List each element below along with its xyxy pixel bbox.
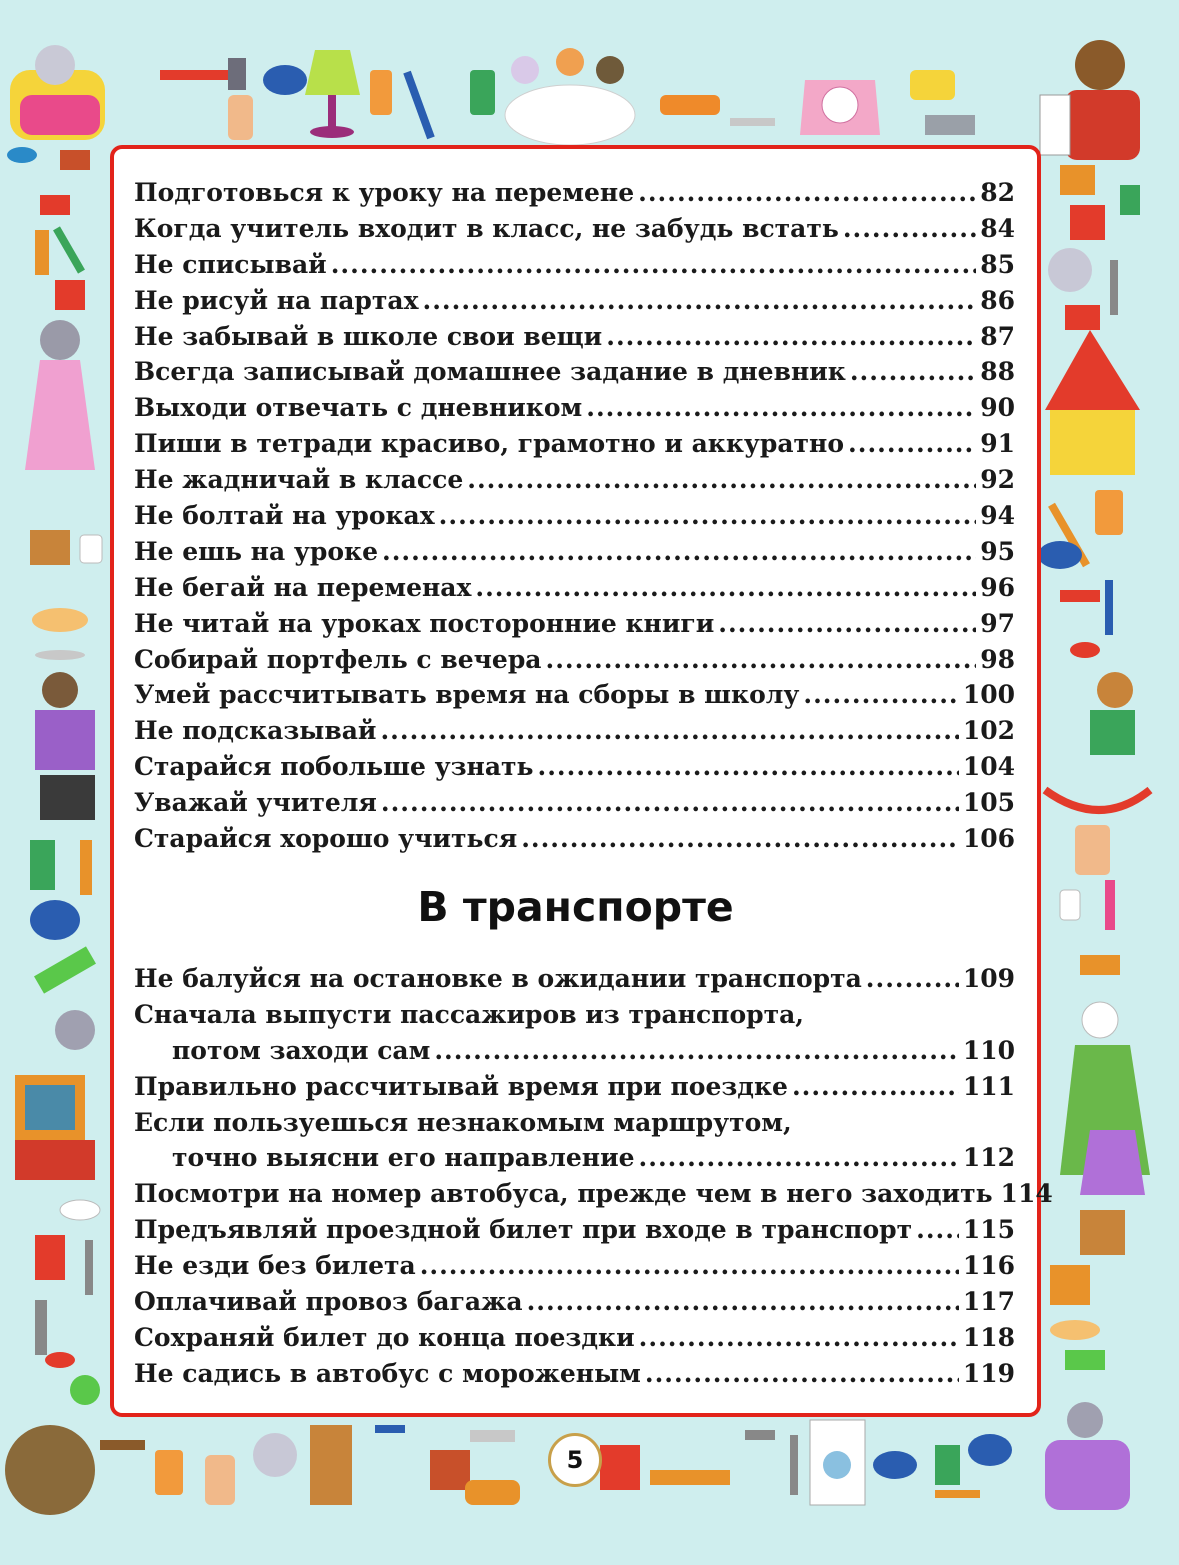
toc-entry-page: 82 [980, 178, 1015, 207]
toc-entry-page: 94 [980, 501, 1015, 531]
toc-entry-title: Не садись в автобус с мороженым [134, 1358, 641, 1388]
toc-entry [134, 1284, 1015, 1320]
toc-entry-title: Всегда записывай домашнее задание в дневник [134, 357, 846, 387]
toc-list-school [134, 175, 1015, 857]
toc-entry-page: 117 [962, 1287, 1015, 1317]
goose-lady-illustration [1060, 1002, 1150, 1195]
toc-dot-leader [848, 426, 976, 462]
turtle-illustration [5, 1375, 100, 1515]
hammer-illustration [160, 70, 235, 80]
toc-entry-title: Сначала выпусти пассажиров из транспорта, [134, 999, 805, 1029]
toc-entry-page: 114 [1000, 1179, 1053, 1209]
toc-entry-title: Старайся хорошо учиться [134, 824, 518, 854]
toc-entry-title: Не жадничай в классе [134, 465, 464, 495]
toc-entry-title: Не ешь на уроке [134, 536, 378, 566]
cat-armchair-illustration [1045, 1402, 1130, 1510]
toc-entry-page: 115 [962, 1215, 1015, 1245]
toc-entry-title: Старайся побольше узнать [134, 752, 534, 782]
toc-entry-page: 116 [962, 1251, 1015, 1281]
boot-illustration [228, 95, 253, 140]
toc-dot-leader [538, 749, 959, 785]
toc-entry-page: 84 [980, 213, 1015, 243]
toc-entry [134, 821, 1015, 857]
toc-dot-leader [639, 1320, 959, 1356]
bed-mouse-illustration [10, 45, 105, 140]
toc-entry-title: Оплачивай провоз багажа [134, 1287, 523, 1317]
toc-entry-title: Предъявляй проездной билет при входе в транспорт [134, 1215, 913, 1245]
toc-entry-title: Когда учитель входит в класс, не забудь встать [134, 213, 839, 243]
toc-dot-leader [718, 606, 976, 642]
toc-entry-title: Не забывай в школе свои вещи [134, 321, 603, 351]
toc-dot-leader [638, 175, 976, 211]
toc-entry-page: 96 [980, 572, 1015, 602]
toc-entry-page: 109 [962, 964, 1015, 993]
toc-entry-title: Собирай портфель с вечера [134, 644, 542, 674]
toc-dot-leader [381, 785, 959, 821]
toc-entry-title: Не списывай [134, 249, 327, 279]
toc-dot-leader [380, 713, 958, 749]
toc-dot-leader [521, 821, 959, 857]
cat-tv-illustration [15, 1010, 95, 1180]
toc-dot-leader [843, 211, 976, 247]
toc-list-transport [134, 961, 1053, 1392]
toc-entry-title: Уважай учителя [134, 788, 377, 818]
toc-entry [134, 1140, 1015, 1176]
toc-entry-title: потом заходи сам [172, 1035, 431, 1065]
toc-entry-title: точно выясни его направление [172, 1143, 635, 1173]
toc-entry [134, 785, 1015, 821]
toc-entry [134, 677, 1015, 713]
toc-entry-page: 91 [980, 429, 1015, 459]
toc-entry-page: 98 [980, 644, 1015, 674]
section-title: В транспорте [417, 883, 734, 931]
doll-house-illustration [1045, 330, 1140, 475]
toc-entry-page: 85 [980, 249, 1015, 279]
toc-entry-page: 106 [962, 824, 1015, 854]
toc-entry [134, 1069, 1015, 1105]
toc-entry-title: Не бегай на переменах [134, 572, 472, 602]
teacup-illustration [263, 65, 307, 95]
toc-entry [134, 1176, 1053, 1212]
toc-entry-page: 92 [980, 465, 1015, 495]
toc-dot-leader [792, 1069, 959, 1105]
toc-entry [134, 1105, 1015, 1141]
page-number: 5 [548, 1433, 602, 1487]
toc-entry [134, 570, 1015, 606]
toc-entry-title: Сохраняй билет до конца поездки [134, 1322, 635, 1352]
toc-entry [134, 1356, 1015, 1392]
toc-entry [134, 354, 1015, 390]
toc-dot-leader [916, 1212, 959, 1248]
tea-party-illustration [505, 85, 635, 145]
toc-entry [134, 211, 1015, 247]
toc-entry [134, 606, 1015, 642]
toc-dot-leader [866, 961, 959, 997]
toc-entry-page: 97 [980, 608, 1015, 638]
toc-entry [134, 749, 1015, 785]
toc-entry [134, 642, 1015, 678]
toc-entry [134, 498, 1015, 534]
toc-entry [134, 462, 1015, 498]
toc-entry-page: 112 [962, 1143, 1015, 1173]
toc-entry [134, 247, 1015, 283]
toc-dot-leader [439, 498, 977, 534]
toc-entry [134, 534, 1015, 570]
toc-dot-leader [467, 462, 976, 498]
toc-dot-leader [850, 354, 976, 390]
toc-entry-title: Выходи отвечать с дневником [134, 393, 583, 423]
toc-dot-leader [475, 570, 976, 606]
toc-entry-title: Умей рассчитывать время на сборы в школу [134, 680, 800, 710]
toc-entry-title: Если пользуешься незнакомым маршрутом, [134, 1107, 792, 1137]
toc-dot-leader [331, 247, 977, 283]
toc-entry [134, 426, 1015, 462]
toc-entry-page: 110 [962, 1035, 1015, 1065]
toc-entry-page: 86 [980, 285, 1015, 315]
toc-dot-leader [423, 283, 977, 319]
toc-entry-page: 105 [962, 788, 1015, 818]
toc-dot-leader [586, 390, 976, 426]
toc-dot-leader [527, 1284, 959, 1320]
toc-entry-title: Подготовься к уроку на перемене [134, 178, 635, 207]
toc-entry [134, 713, 1015, 749]
toc-entry [134, 1248, 1015, 1284]
toc-entry-page: 100 [962, 680, 1015, 710]
toc-dot-leader [639, 1140, 959, 1176]
toc-dot-leader [420, 1248, 959, 1284]
toc-entry-title: Посмотри на номер автобуса, прежде чем в него заходить [134, 1179, 993, 1209]
toc-entry-title: Не рисуй на партах [134, 285, 419, 315]
toc-entry [134, 1212, 1015, 1248]
toc-entry-page: 119 [962, 1358, 1015, 1388]
dog-reading-illustration [1040, 40, 1140, 160]
toc-dot-leader [382, 534, 976, 570]
toc-entry-title: Не подсказывай [134, 716, 377, 746]
lady-cat-illustration [25, 320, 95, 470]
bear-rocking-horse-illustration [1045, 672, 1150, 810]
toc-entry [134, 997, 1015, 1033]
toc-entry-title: Не балуйся на остановке в ожидании транспорта [134, 964, 862, 993]
toc-entry-page: 102 [962, 716, 1015, 746]
toc-entry [134, 390, 1015, 426]
toc-dot-leader [546, 642, 977, 678]
toc-entry [134, 1033, 1015, 1069]
toc-entry-page: 88 [980, 357, 1015, 387]
cupboard-illustration [310, 1425, 352, 1505]
toc-entry-page: 111 [962, 1071, 1015, 1101]
toc-entry [134, 319, 1015, 355]
toc-dot-leader [434, 1033, 958, 1069]
toc-entry-page: 90 [980, 393, 1015, 423]
toc-entry [134, 283, 1015, 319]
lamp-illustration [305, 50, 360, 95]
toc-entry-title: Не читай на уроках посторонние книги [134, 608, 715, 638]
toc-entry-page: 118 [962, 1322, 1015, 1352]
toc-entry-title: Правильно рассчитывай время при поездке [134, 1071, 788, 1101]
toc-entry [134, 961, 1015, 997]
toc-entry-title: Пиши в тетради красиво, грамотно и аккуратно [134, 429, 845, 459]
toc-dot-leader [803, 677, 958, 713]
raccoon-accordion-illustration [35, 672, 95, 820]
toc-entry-page: 104 [962, 752, 1015, 782]
toc-entry [134, 175, 1015, 211]
toc-entry-page: 87 [980, 321, 1015, 351]
toc-entry-page: 95 [980, 536, 1015, 566]
toc-entry [134, 1320, 1015, 1356]
toc-dot-leader [645, 1356, 959, 1392]
toc-dot-leader [606, 319, 976, 355]
table-of-contents-panel [110, 145, 1053, 1417]
toc-entry-title: Не болтай на уроках [134, 501, 435, 531]
toc-entry-title: Не езди без билета [134, 1251, 416, 1281]
